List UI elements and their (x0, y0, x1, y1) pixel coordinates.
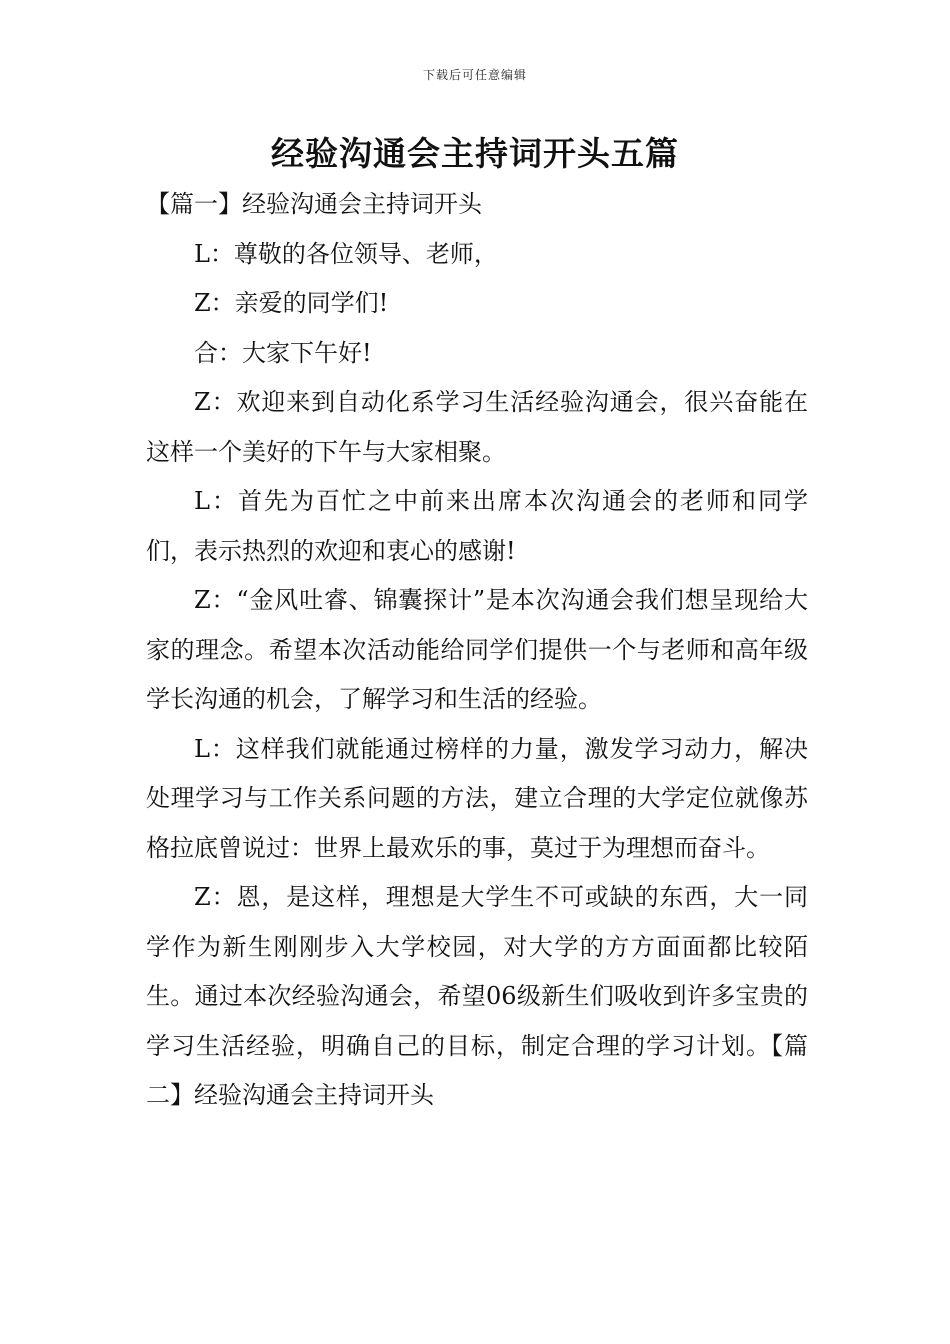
paragraph: Z：亲爱的同学们! (194, 289, 389, 317)
paragraph: L：这样我们就能通过榜样的力量，激发学习动力，解决处理学习与工作关系问题的方法，建立合理的大学定位就像苏格拉底曾说过：世界上最欢乐的事，莫过于为理想而奋斗。 (146, 734, 808, 862)
document-body (146, 180, 808, 1121)
paragraph: 合：大家下午好! (194, 338, 372, 367)
paragraph: Z：“金风吐睿、锦囊探计”是本次沟通会我们想呈现给大家的理念。希望本次活动能给同学们提供一个与老师和高年级学长沟通的机会，了解学习和生活的经验。 (146, 586, 808, 713)
header-note: 下载后可任意编辑 (422, 68, 527, 82)
paragraph: L：首先为百忙之中前来出席本次沟通会的老师和同学们，表示热烈的欢迎和衷心的感谢! (146, 487, 808, 565)
paragraph: L：尊敬的各位领导、老师， (194, 239, 498, 268)
section-heading: 【篇一】经验沟通会主持词开头 (146, 190, 482, 218)
paragraph: Z：恩，是这样，理想是大学生不可或缺的东西，大一同学作为新生刚刚步入大学校园，对大学的方方面面都比较陌生。通过本次经验沟通会，希望06级新生们吸收到许多宝贵的学习生活经验，明确自己的目标，制定合理的学习计划。【篇二】经验沟通会主持词开头 (146, 883, 808, 1109)
paragraph: Z：欢迎来到自动化系学习生活经验沟通会，很兴奋能在这样一个美好的下午与大家相聚。 (146, 388, 808, 466)
document-title: 经验沟通会主持词开头五篇 (271, 134, 679, 173)
